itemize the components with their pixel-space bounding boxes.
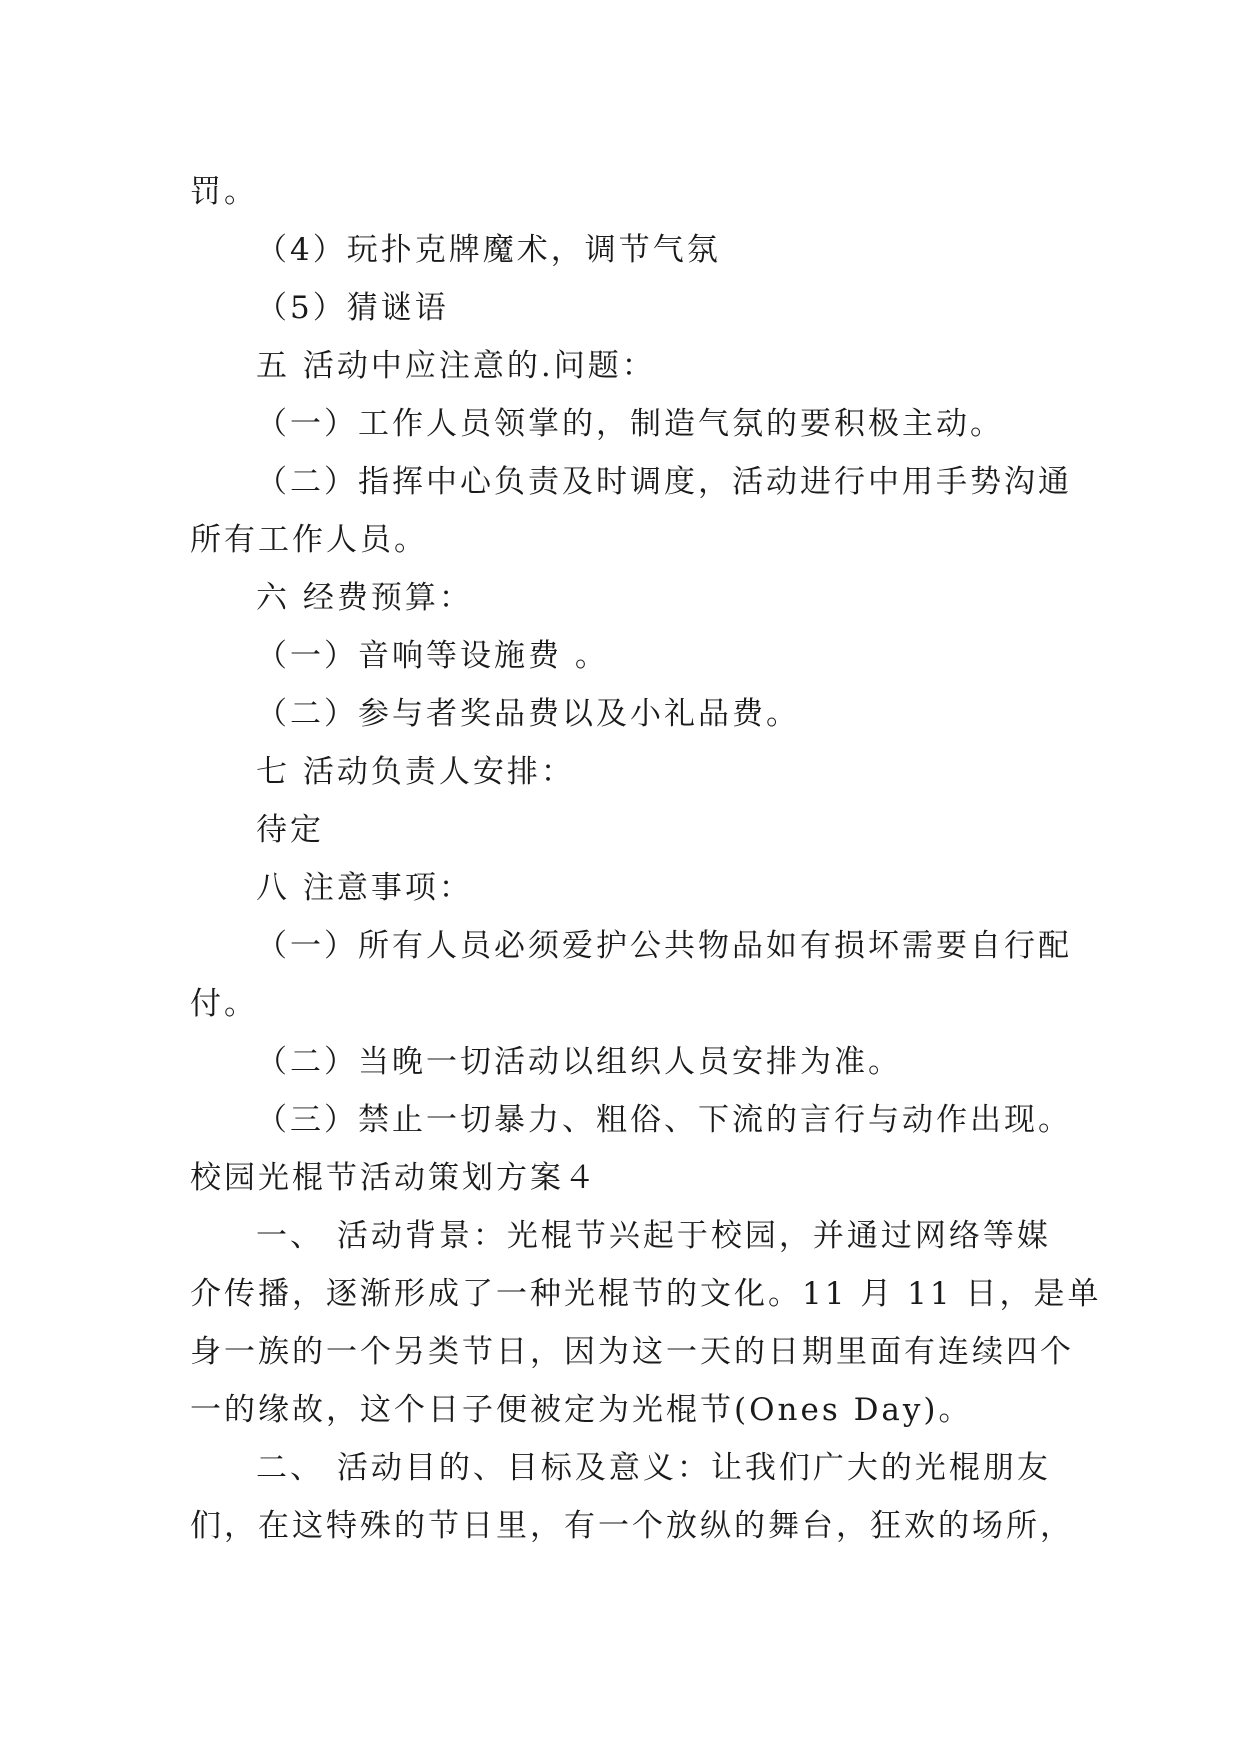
text-line: 七 活动负责人安排： — [256, 754, 575, 790]
text-line: （二）参与者奖品费以及小礼品费。 — [256, 696, 800, 732]
text-line: （一）所有人员必须爱护公共物品如有损坏需要自行配 — [256, 928, 1072, 964]
text-line: 一、 活动背景：光棍节兴起于校园，并通过网络等媒 — [256, 1218, 1051, 1254]
text-line: 一的缘故，这个日子便被定为光棍节(Ones Day)。 — [190, 1392, 973, 1428]
document-body — [190, 163, 1102, 1555]
text-line: 六 经费预算： — [256, 580, 473, 616]
text-line: 校园光棍节活动策划方案４ — [190, 1160, 598, 1196]
text-line: （一）音响等设施费 。 — [256, 638, 609, 674]
text-line: 付。 — [190, 986, 258, 1022]
text-line: 们，在这特殊的节日里，有一个放纵的舞台，狂欢的场所， — [190, 1508, 1074, 1544]
text-line: （4）玩扑克牌魔术，调节气氛 — [256, 232, 721, 268]
text-line: 身一族的一个另类节日，因为这一天的日期里面有连续四个 — [190, 1334, 1074, 1370]
text-line: （一）工作人员领掌的，制造气氛的要积极主动。 — [256, 406, 1004, 442]
text-line: （二）指挥中心负责及时调度，活动进行中用手势沟通 — [256, 464, 1072, 500]
text-line: （5）猜谜语 — [256, 290, 449, 326]
text-line: 罚。 — [190, 174, 258, 210]
text-line: 五 活动中应注意的.问题： — [256, 348, 656, 384]
text-line: （二）当晚一切活动以组织人员安排为准。 — [256, 1044, 902, 1080]
text-line: 二、 活动目的、目标及意义：让我们广大的光棍朋友 — [256, 1450, 1051, 1486]
text-line: 八 注意事项： — [256, 870, 473, 906]
text-line: 待定 — [256, 812, 324, 848]
text-line: 介传播，逐渐形成了一种光棍节的文化。11 月 11 日，是单 — [190, 1276, 1102, 1312]
text-line: 所有工作人员。 — [190, 522, 428, 558]
text-line: （三）禁止一切暴力、粗俗、下流的言行与动作出现。 — [256, 1102, 1072, 1138]
